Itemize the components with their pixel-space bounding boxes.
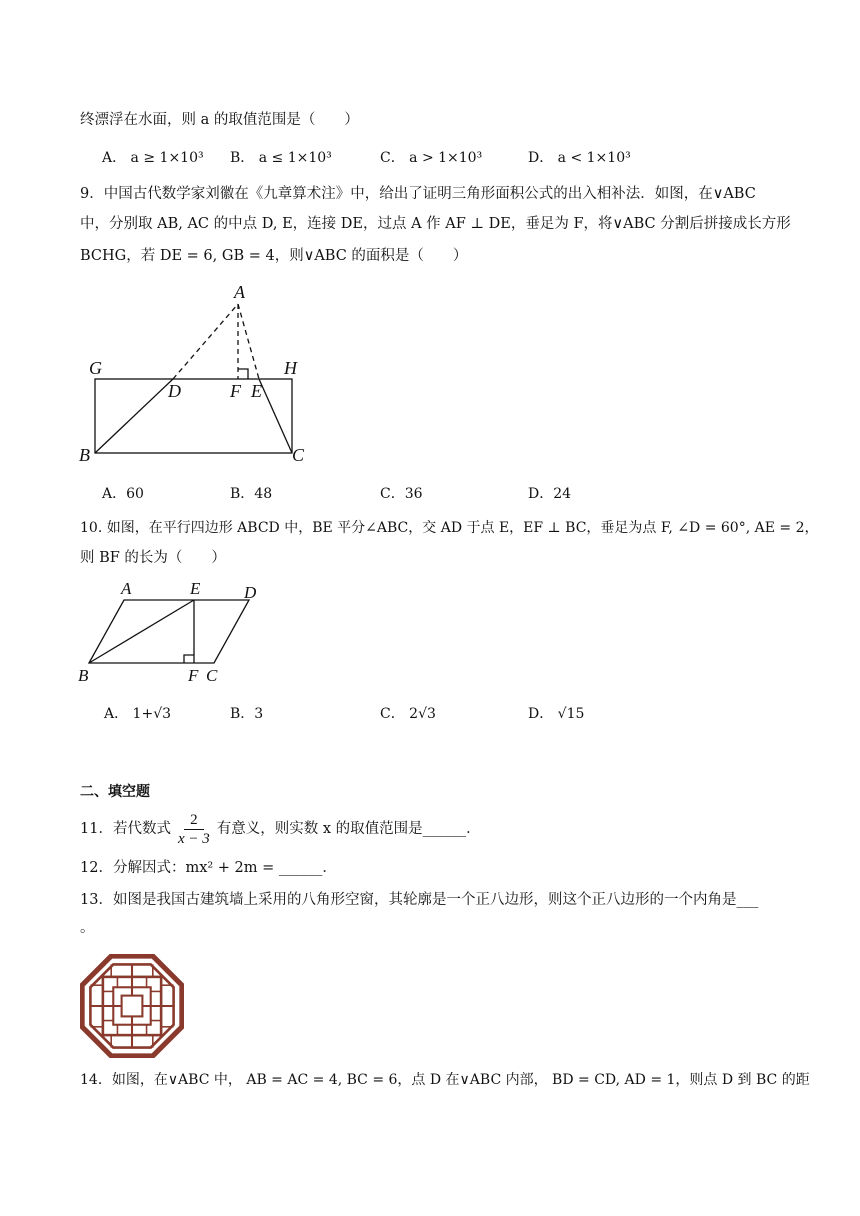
q11-fraction-denominator: x − 3 — [177, 830, 210, 847]
q10-label-b: B — [78, 666, 89, 685]
q10-option-a: A． 1+√3 — [104, 706, 172, 722]
q9-rect-bchg — [95, 379, 292, 453]
q10-figure — [72, 578, 272, 688]
q10-label-a: A — [121, 579, 132, 598]
q14-text: 14．如图，在∨ABC 中， AB = AC = 4, BC = 6，点 D 在∨ABC 内部， BD = CD, AD = 1，则点 D 到 BC 的距 — [80, 1072, 810, 1088]
q9-option-d: D．24 — [528, 486, 572, 502]
q8-option-d: D． a < 1×10³ — [528, 150, 631, 166]
q9-line-ec — [259, 379, 292, 453]
q10-option-c: C． 2√3 — [380, 706, 436, 722]
octagon-window-image — [80, 954, 184, 1058]
q10-line-1: 10. 如图，在平行四边形 ABCD 中，BE 平分∠ABC，交 AD 于点 E，EF ⊥ BC，垂足为点 F, ∠D = 60°, AE = 2， — [80, 520, 819, 536]
q9-right-angle-mark — [238, 369, 248, 379]
q8-option-c: C． a > 1×10³ — [380, 150, 483, 166]
q10-line-be — [89, 600, 194, 663]
q9-label-e: E — [251, 381, 262, 401]
q9-label-a: A — [234, 282, 245, 302]
q10-label-e: E — [190, 579, 201, 598]
q8-tail-text: 终漂浮在水面，则 a 的取值范围是（ ） — [80, 112, 359, 128]
q10-label-d: D — [244, 583, 257, 602]
q11-fraction-numerator: 2 — [184, 811, 204, 830]
q12-text: 12．分解因式：mx² + 2m = ______． — [80, 860, 337, 876]
q9-option-c: C．36 — [380, 486, 423, 502]
q9-line-bd — [95, 379, 173, 453]
q9-line-ae — [238, 304, 259, 379]
q9-option-b: B．48 — [230, 486, 273, 502]
q10-line-2: 则 BF 的长为（ ） — [80, 550, 226, 566]
q9-line-3: BCHG，若 DE = 6, GB = 4，则∨ABC 的面积是（ ） — [80, 248, 468, 264]
q9-label-g: G — [89, 358, 102, 378]
q10-option-d: D． √15 — [528, 706, 585, 722]
q10-option-b: B．3 — [230, 706, 264, 722]
section-heading: 二、填空题 — [80, 784, 150, 800]
q9-line-2: 中，分别取 AB, AC 的中点 D, E，连接 DE，过点 A 作 AF ⊥ DE，垂足为 F，将∨ABC 分割后拼接成长方形 — [80, 216, 791, 232]
q9-figure — [70, 280, 330, 470]
q9-label-d: D — [168, 381, 181, 401]
q10-right-angle-mark — [184, 655, 194, 663]
q9-line-1: 9．中国古代数学家刘徽在《九章算术注》中，给出了证明三角形面积公式的出入相补法．如图，在∨ABC — [80, 186, 756, 202]
q11-suffix: 有意义，则实数 x 的取值范围是______． — [216, 821, 481, 837]
q13-line-1: 13．如图是我国古建筑墙上采用的八角形空窗，其轮廓是一个正八边形，则这个正八边形的一个内角是___ — [80, 892, 759, 908]
q11-prefix: 11．若代数式 — [80, 821, 171, 837]
q13-line-2: 。 — [80, 920, 95, 936]
q9-label-f: F — [230, 381, 241, 401]
q8-option-b: B． a ≤ 1×10³ — [230, 150, 332, 166]
q9-label-h: H — [284, 358, 297, 378]
q9-label-b: B — [79, 445, 90, 465]
q8-option-a: A． a ≥ 1×10³ — [102, 150, 204, 166]
q10-label-c: C — [206, 666, 218, 685]
q10-label-f: F — [188, 666, 199, 685]
q9-label-c: C — [292, 445, 305, 465]
q11-line — [80, 806, 481, 852]
q11-fraction — [174, 811, 214, 848]
q9-line-da — [173, 304, 238, 379]
q9-option-a: A．60 — [102, 486, 144, 502]
q10-parallelogram-abcd — [89, 600, 249, 663]
